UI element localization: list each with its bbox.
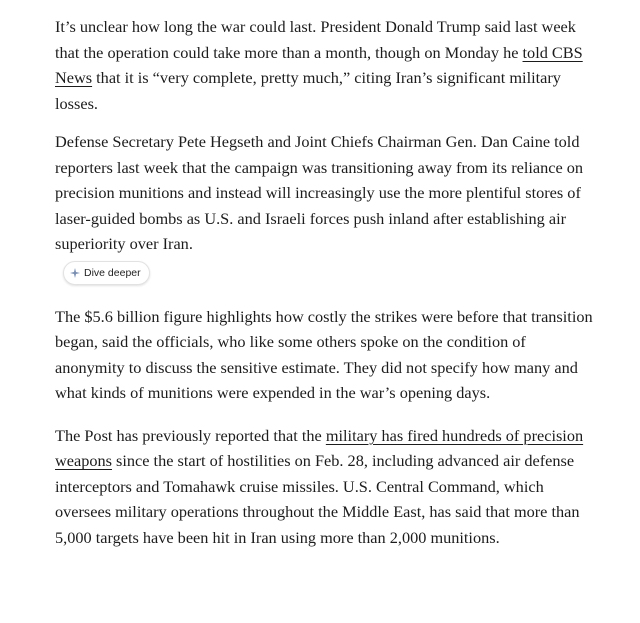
paragraph: [55, 14, 595, 116]
paragraph: The $5.6 billion figure highlights how costly the strikes were before that transition began, said the officials, who like some others spoke on the condition of anonymity to discuss the sensitive estimate. They did not specify how many and what kinds of munitions were expended in the war’s opening days.: [55, 306, 593, 402]
sparkle-icon: [70, 268, 80, 278]
paragraph-text: It’s unclear how long the war could last. President Donald Trump said last week that the operation could take more than a month, though on Monday he: [55, 17, 576, 62]
article-body: [55, 14, 595, 550]
dive-deeper-label: Dive deeper: [84, 266, 141, 279]
cbs-news-link[interactable]: told CBS News: [55, 42, 583, 87]
paragraph-text: since the start of hostilities on Feb. 28, including advanced air defense interceptors and Tomahawk cruise missiles. U.S. Central Command, which oversees military operations throughout the Middle East, has said that more than 5,000 targets have been hit in Iran using more than 2,000 munitions.: [55, 451, 580, 547]
dive-deeper-row: [55, 261, 595, 285]
paragraph-text: The Post has previously reported that the: [55, 425, 326, 445]
military-precision-weapons-link[interactable]: military has fired hundreds of precision weapons: [55, 425, 584, 470]
dive-deeper-button[interactable]: [63, 261, 150, 285]
paragraph-text: that it is “very complete, pretty much,” citing Iran’s significant military losses.: [55, 68, 561, 113]
paragraph: Defense Secretary Pete Hegseth and Joint Chiefs Chairman Gen. Dan Caine told reporters last week that the campaign was transitioning away from its reliance on precision munitions and instead will increasingly use the more plentiful stores of laser-guided bombs as U.S. and Israeli forces push inland after establishing air superiority over Iran.: [55, 132, 584, 253]
paragraph: [55, 423, 595, 551]
